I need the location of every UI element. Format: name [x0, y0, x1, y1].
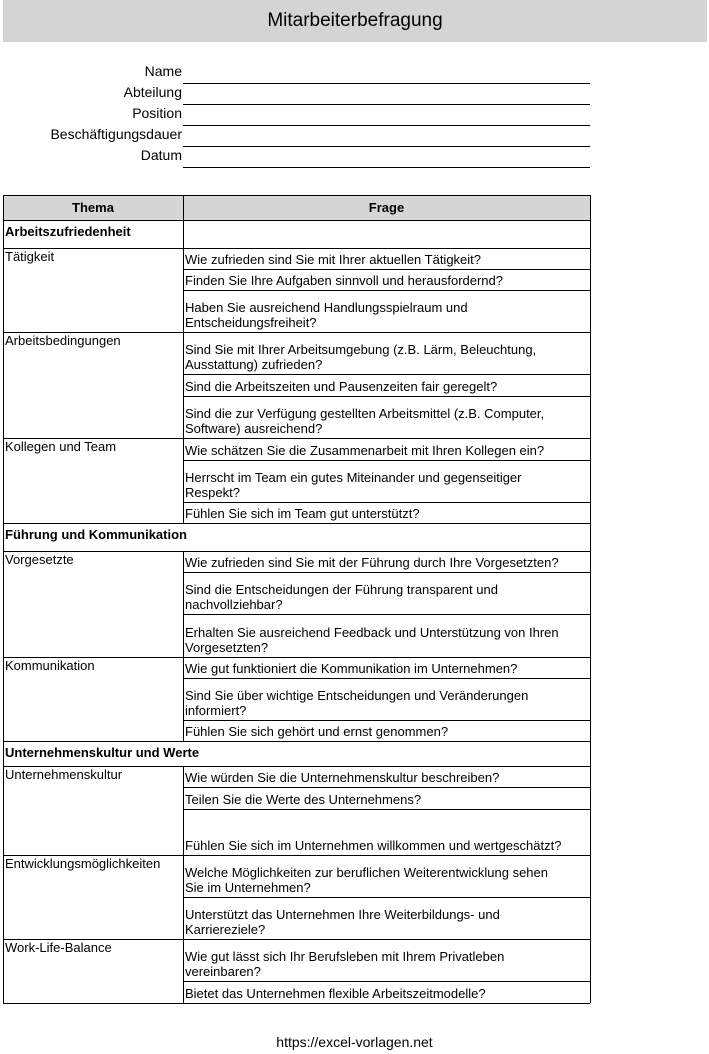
- question-text: Sind die zur Verfügung gestellten Arbeitsmittel (z.B. Computer, Software) ausreichend?: [185, 406, 545, 436]
- question-bottom-border: [183, 502, 590, 503]
- column-divider: [183, 248, 184, 523]
- topic-label: Arbeitsbedingungen: [5, 333, 121, 348]
- header-topic: Thema: [3, 195, 183, 220]
- question-bottom-border: [183, 374, 590, 375]
- question-text: Sind Sie über wichtige Entscheidungen und Veränderungen informiert?: [185, 688, 529, 718]
- column-divider: [183, 766, 184, 1003]
- question-text: Fühlen Sie sich gehört und ernst genommen?: [185, 724, 449, 739]
- field-label: Position: [132, 105, 182, 121]
- field-label: Datum: [140, 147, 182, 163]
- question-bottom-border: [183, 678, 590, 679]
- question-text: Wie zufrieden sind Sie mit der Führung durch Ihre Vorgesetzten?: [185, 555, 559, 570]
- header-bottom-border: [3, 220, 590, 221]
- question-text: Wie zufrieden sind Sie mit Ihrer aktuellen Tätigkeit?: [185, 252, 482, 267]
- question-text: Wie gut lässt sich Ihr Berufsleben mit Ihrem Privatleben vereinbaren?: [185, 949, 505, 979]
- question-text: Welche Möglichkeiten zur beruflichen Weiterentwicklung sehen Sie im Unternehmen?: [185, 865, 548, 895]
- topic-bottom-border: [3, 939, 183, 940]
- question-bottom-border: [183, 523, 590, 524]
- question-bottom-border: [183, 1003, 590, 1004]
- question-text: Unterstützt das Unternehmen Ihre Weiterbildungs- und Karriereziele?: [185, 907, 500, 937]
- topic-label: Unternehmenskultur: [5, 767, 123, 782]
- header-question: Frage: [183, 195, 590, 220]
- header-top-border: [3, 195, 590, 196]
- question-bottom-border: [183, 396, 590, 397]
- question-bottom-border: [183, 657, 590, 658]
- topic-label: Kommunikation: [5, 658, 95, 673]
- table-right-border: [590, 195, 591, 1003]
- topic-label: Tätigkeit: [5, 249, 55, 264]
- topic-bottom-border: [3, 741, 183, 742]
- topic-label: Work-Life-Balance: [5, 940, 112, 955]
- field-input-line[interactable]: [183, 104, 590, 105]
- question-text: Wie würden Sie die Unternehmenskultur beschreiben?: [185, 770, 500, 785]
- topic-label: Kollegen und Team: [5, 439, 117, 454]
- table-left-border: [3, 195, 4, 1003]
- topic-bottom-border: [3, 855, 183, 856]
- field-input-line[interactable]: [183, 146, 590, 147]
- question-bottom-border: [183, 809, 590, 810]
- question-bottom-border: [183, 741, 590, 742]
- question-text: Haben Sie ausreichend Handlungsspielraum und Entscheidungsfreiheit?: [185, 300, 468, 330]
- question-bottom-border: [183, 614, 590, 615]
- question-text: Bietet das Unternehmen flexible Arbeitszeitmodelle?: [185, 986, 486, 1001]
- question-text: Wie schätzen Sie die Zusammenarbeit mit Ihren Kollegen ein?: [185, 443, 545, 458]
- question-bottom-border: [183, 290, 590, 291]
- question-bottom-border: [183, 720, 590, 721]
- topic-label: Entwicklungsmöglichkeiten: [5, 856, 161, 871]
- question-text: Teilen Sie die Werte des Unternehmens?: [185, 792, 422, 807]
- field-label: Abteilung: [123, 84, 182, 100]
- question-text: Finden Sie Ihre Aufgaben sinnvoll und herausfordernd?: [185, 273, 503, 288]
- section-heading: Arbeitszufriedenheit: [5, 224, 131, 239]
- question-text: Herrscht im Team ein gutes Miteinander und gegenseitiger Respekt?: [185, 470, 522, 500]
- question-bottom-border: [183, 939, 590, 940]
- field-label: Name: [144, 63, 182, 79]
- question-bottom-border: [183, 897, 590, 898]
- question-text: Erhalten Sie ausreichend Feedback und Unterstützung von Ihren Vorgesetzten?: [185, 625, 559, 655]
- question-bottom-border: [183, 269, 590, 270]
- question-bottom-border: [183, 572, 590, 573]
- question-text: Sind Sie mit Ihrer Arbeitsumgebung (z.B. Lärm, Beleuchtung, Ausstattung) zufrieden?: [185, 342, 537, 372]
- question-text: Fühlen Sie sich im Team gut unterstützt?: [185, 506, 420, 521]
- column-divider: [183, 195, 184, 248]
- question-bottom-border: [183, 438, 590, 439]
- question-bottom-border: [183, 787, 590, 788]
- question-bottom-border: [183, 460, 590, 461]
- topic-bottom-border: [3, 523, 183, 524]
- field-label: Beschäftigungsdauer: [50, 126, 182, 142]
- topic-bottom-border: [3, 438, 183, 439]
- question-bottom-border: [183, 332, 590, 333]
- question-bottom-border: [183, 855, 590, 856]
- field-input-line[interactable]: [183, 125, 590, 126]
- field-input-line[interactable]: [183, 83, 590, 84]
- topic-bottom-border: [3, 1003, 183, 1004]
- question-text: Wie gut funktioniert die Kommunikation im Unternehmen?: [185, 661, 518, 676]
- question-text: Fühlen Sie sich im Unternehmen willkommen und wertgeschätzt?: [185, 838, 562, 853]
- column-divider: [183, 551, 184, 741]
- topic-bottom-border: [3, 657, 183, 658]
- field-input-line[interactable]: [183, 167, 590, 168]
- topic-label: Vorgesetzte: [5, 552, 74, 567]
- topic-bottom-border: [3, 332, 183, 333]
- question-text: Sind die Arbeitszeiten und Pausenzeiten fair geregelt?: [185, 379, 498, 394]
- section-heading: Unternehmenskultur und Werte: [5, 745, 200, 760]
- question-bottom-border: [183, 981, 590, 982]
- page-title: Mitarbeiterbefragung: [3, 0, 707, 42]
- section-heading: Führung und Kommunikation: [5, 527, 187, 542]
- footer-url[interactable]: https://excel-vorlagen.net: [276, 1034, 433, 1050]
- question-text: Sind die Entscheidungen der Führung transparent und nachvollziehbar?: [185, 582, 498, 612]
